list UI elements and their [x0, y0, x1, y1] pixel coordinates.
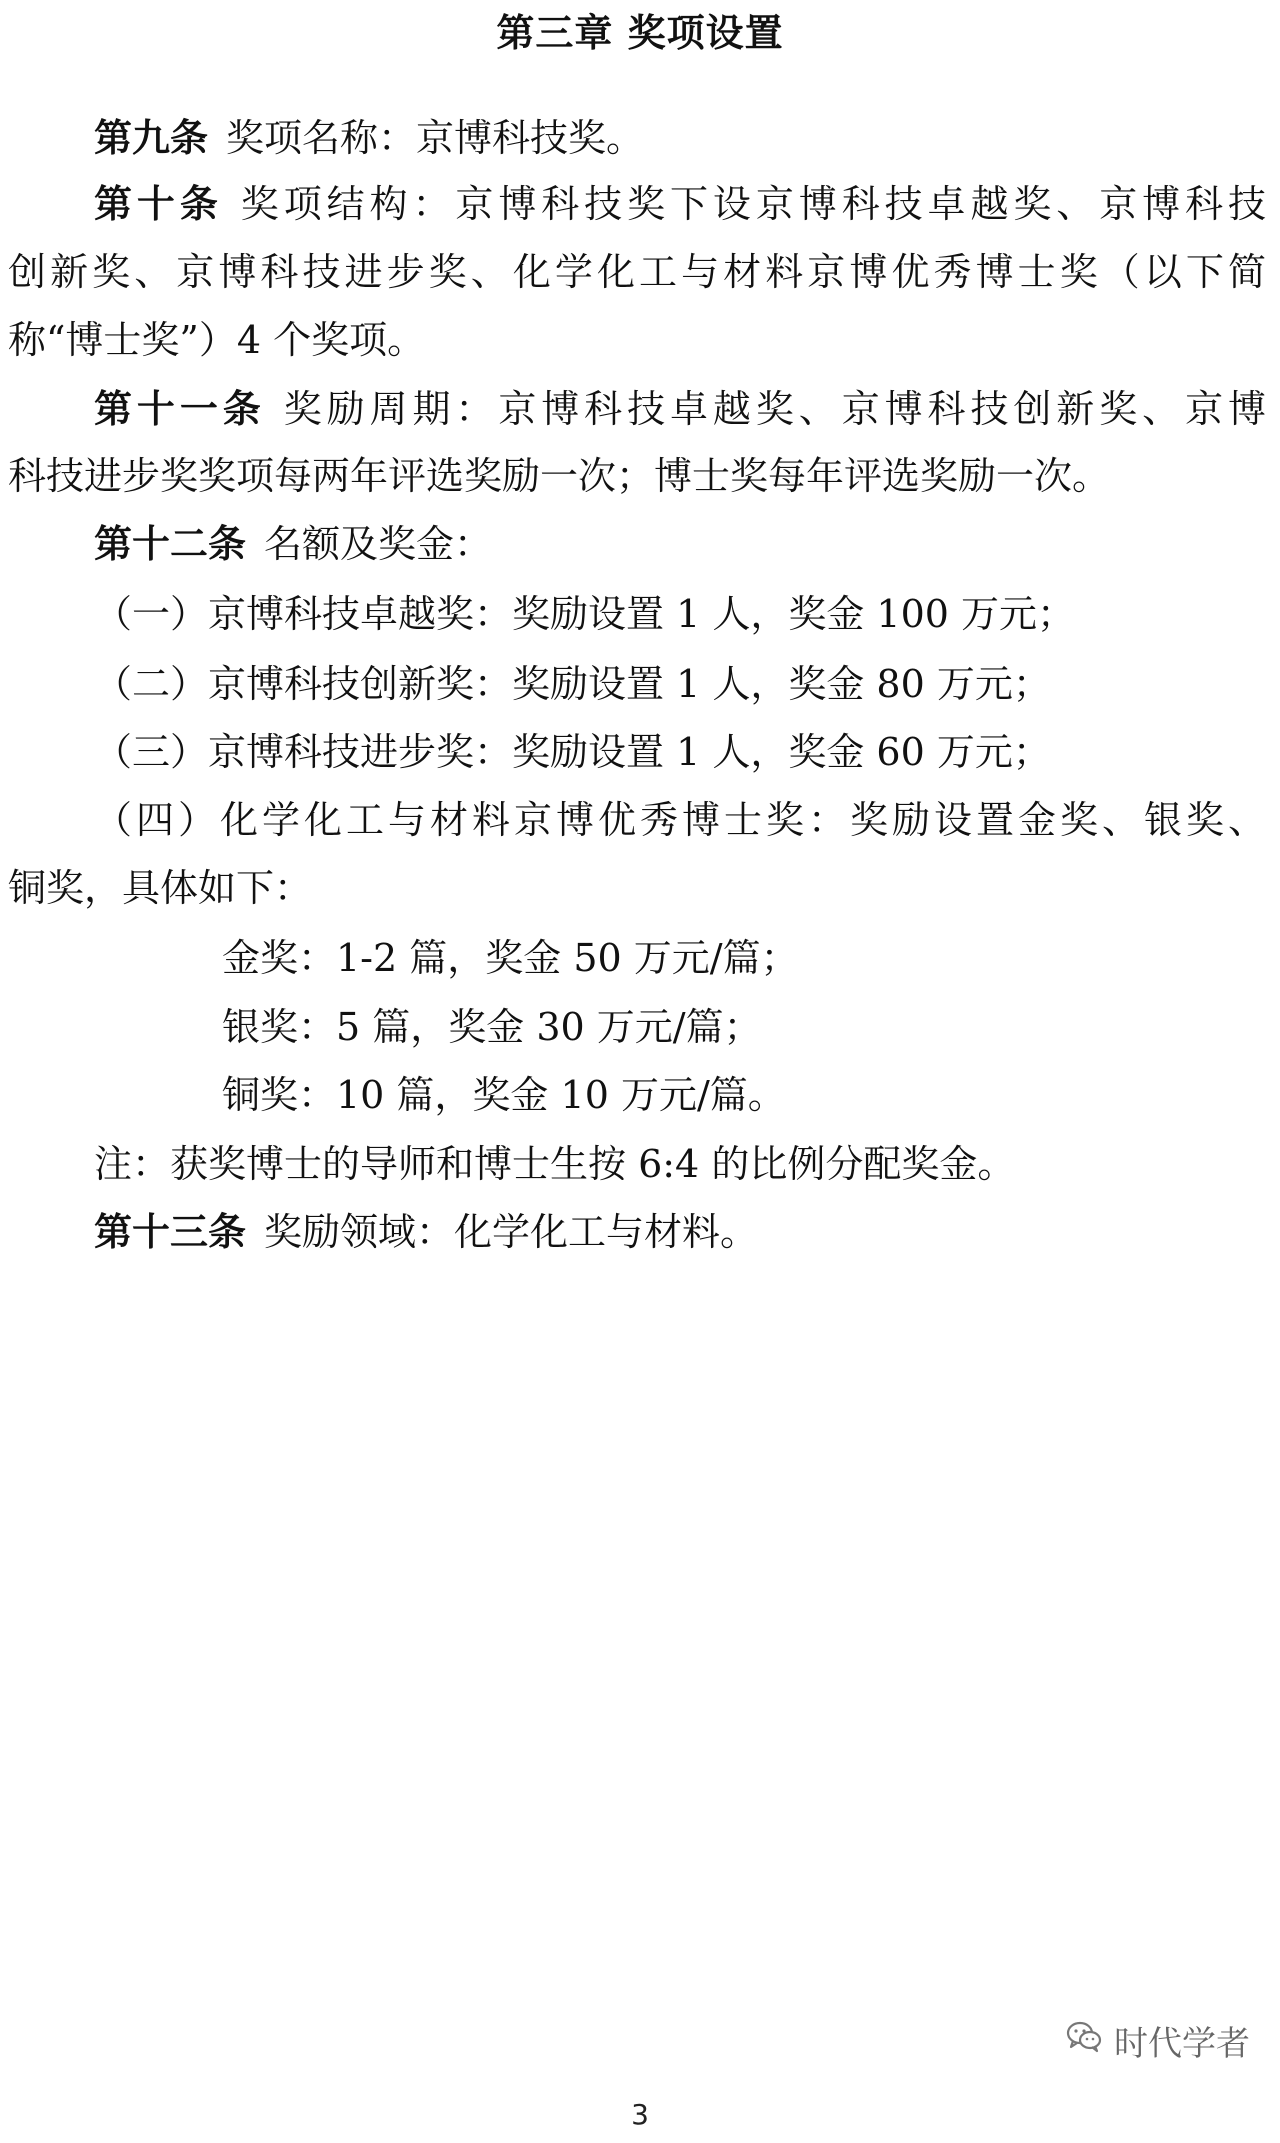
article-11-line-1: [94, 385, 1266, 433]
article-10-line-1: [94, 180, 1266, 228]
article-13-text: 奖励领域：化学化工与材料。: [264, 1210, 759, 1254]
prize-item-2: （二）京博科技创新奖：奖励设置 1 人，奖金 80 万元；: [94, 662, 1051, 706]
article-9-label: 第九条: [94, 116, 209, 160]
article-9-text: 奖项名称：京博科技奖。: [226, 116, 645, 160]
watermark: [1064, 2018, 1250, 2062]
wechat-icon: [1064, 2016, 1114, 2065]
article-10-line-3: 称“博士奖”）4 个奖项。: [8, 318, 426, 362]
prize-item-4-line-2: 铜奖，具体如下：: [8, 866, 313, 910]
article-10-label: 第十条: [94, 182, 223, 226]
article-12-text: 名额及奖金：: [264, 522, 493, 566]
chapter-title: 第三章 奖项设置: [496, 11, 784, 55]
article-11-line-2: 科技进步奖奖项每两年评选奖励一次；博士奖每年评选奖励一次。: [8, 454, 1111, 498]
article-12: [94, 520, 492, 568]
article-10-line-2: 创新奖、京博科技进步奖、化学化工与材料京博优秀博士奖（以下简: [8, 250, 1266, 294]
prize-item-4-line-1: （四）化学化工与材料京博优秀博士奖：奖励设置金奖、银奖、: [94, 798, 1266, 842]
page-number: 3: [631, 2098, 649, 2131]
article-9: [94, 114, 644, 162]
article-12-label: 第十二条: [94, 522, 247, 566]
article-13-label: 第十三条: [94, 1210, 247, 1254]
watermark-text: 时代学者: [1114, 2023, 1250, 2064]
gold-award: 金奖：1-2 篇，奖金 50 万元/篇；: [222, 936, 799, 980]
article-11-label: 第十一条: [94, 387, 266, 431]
article-11-text-1: 奖励周期：京博科技卓越奖、京博科技创新奖、京博: [283, 387, 1266, 431]
prize-item-3: （三）京博科技进步奖：奖励设置 1 人，奖金 60 万元；: [94, 730, 1051, 774]
award-note: 注：获奖博士的导师和博士生按 6:4 的比例分配奖金。: [94, 1142, 1016, 1186]
article-13: [94, 1208, 758, 1256]
prize-item-1: （一）京博科技卓越奖：奖励设置 1 人，奖金 100 万元；: [94, 592, 1076, 636]
silver-award: 银奖：5 篇，奖金 30 万元/篇；: [222, 1005, 762, 1049]
article-10-text-1: 奖项结构：京博科技奖下设京博科技卓越奖、京博科技: [240, 182, 1266, 226]
bronze-award: 铜奖：10 篇，奖金 10 万元/篇。: [222, 1073, 786, 1117]
